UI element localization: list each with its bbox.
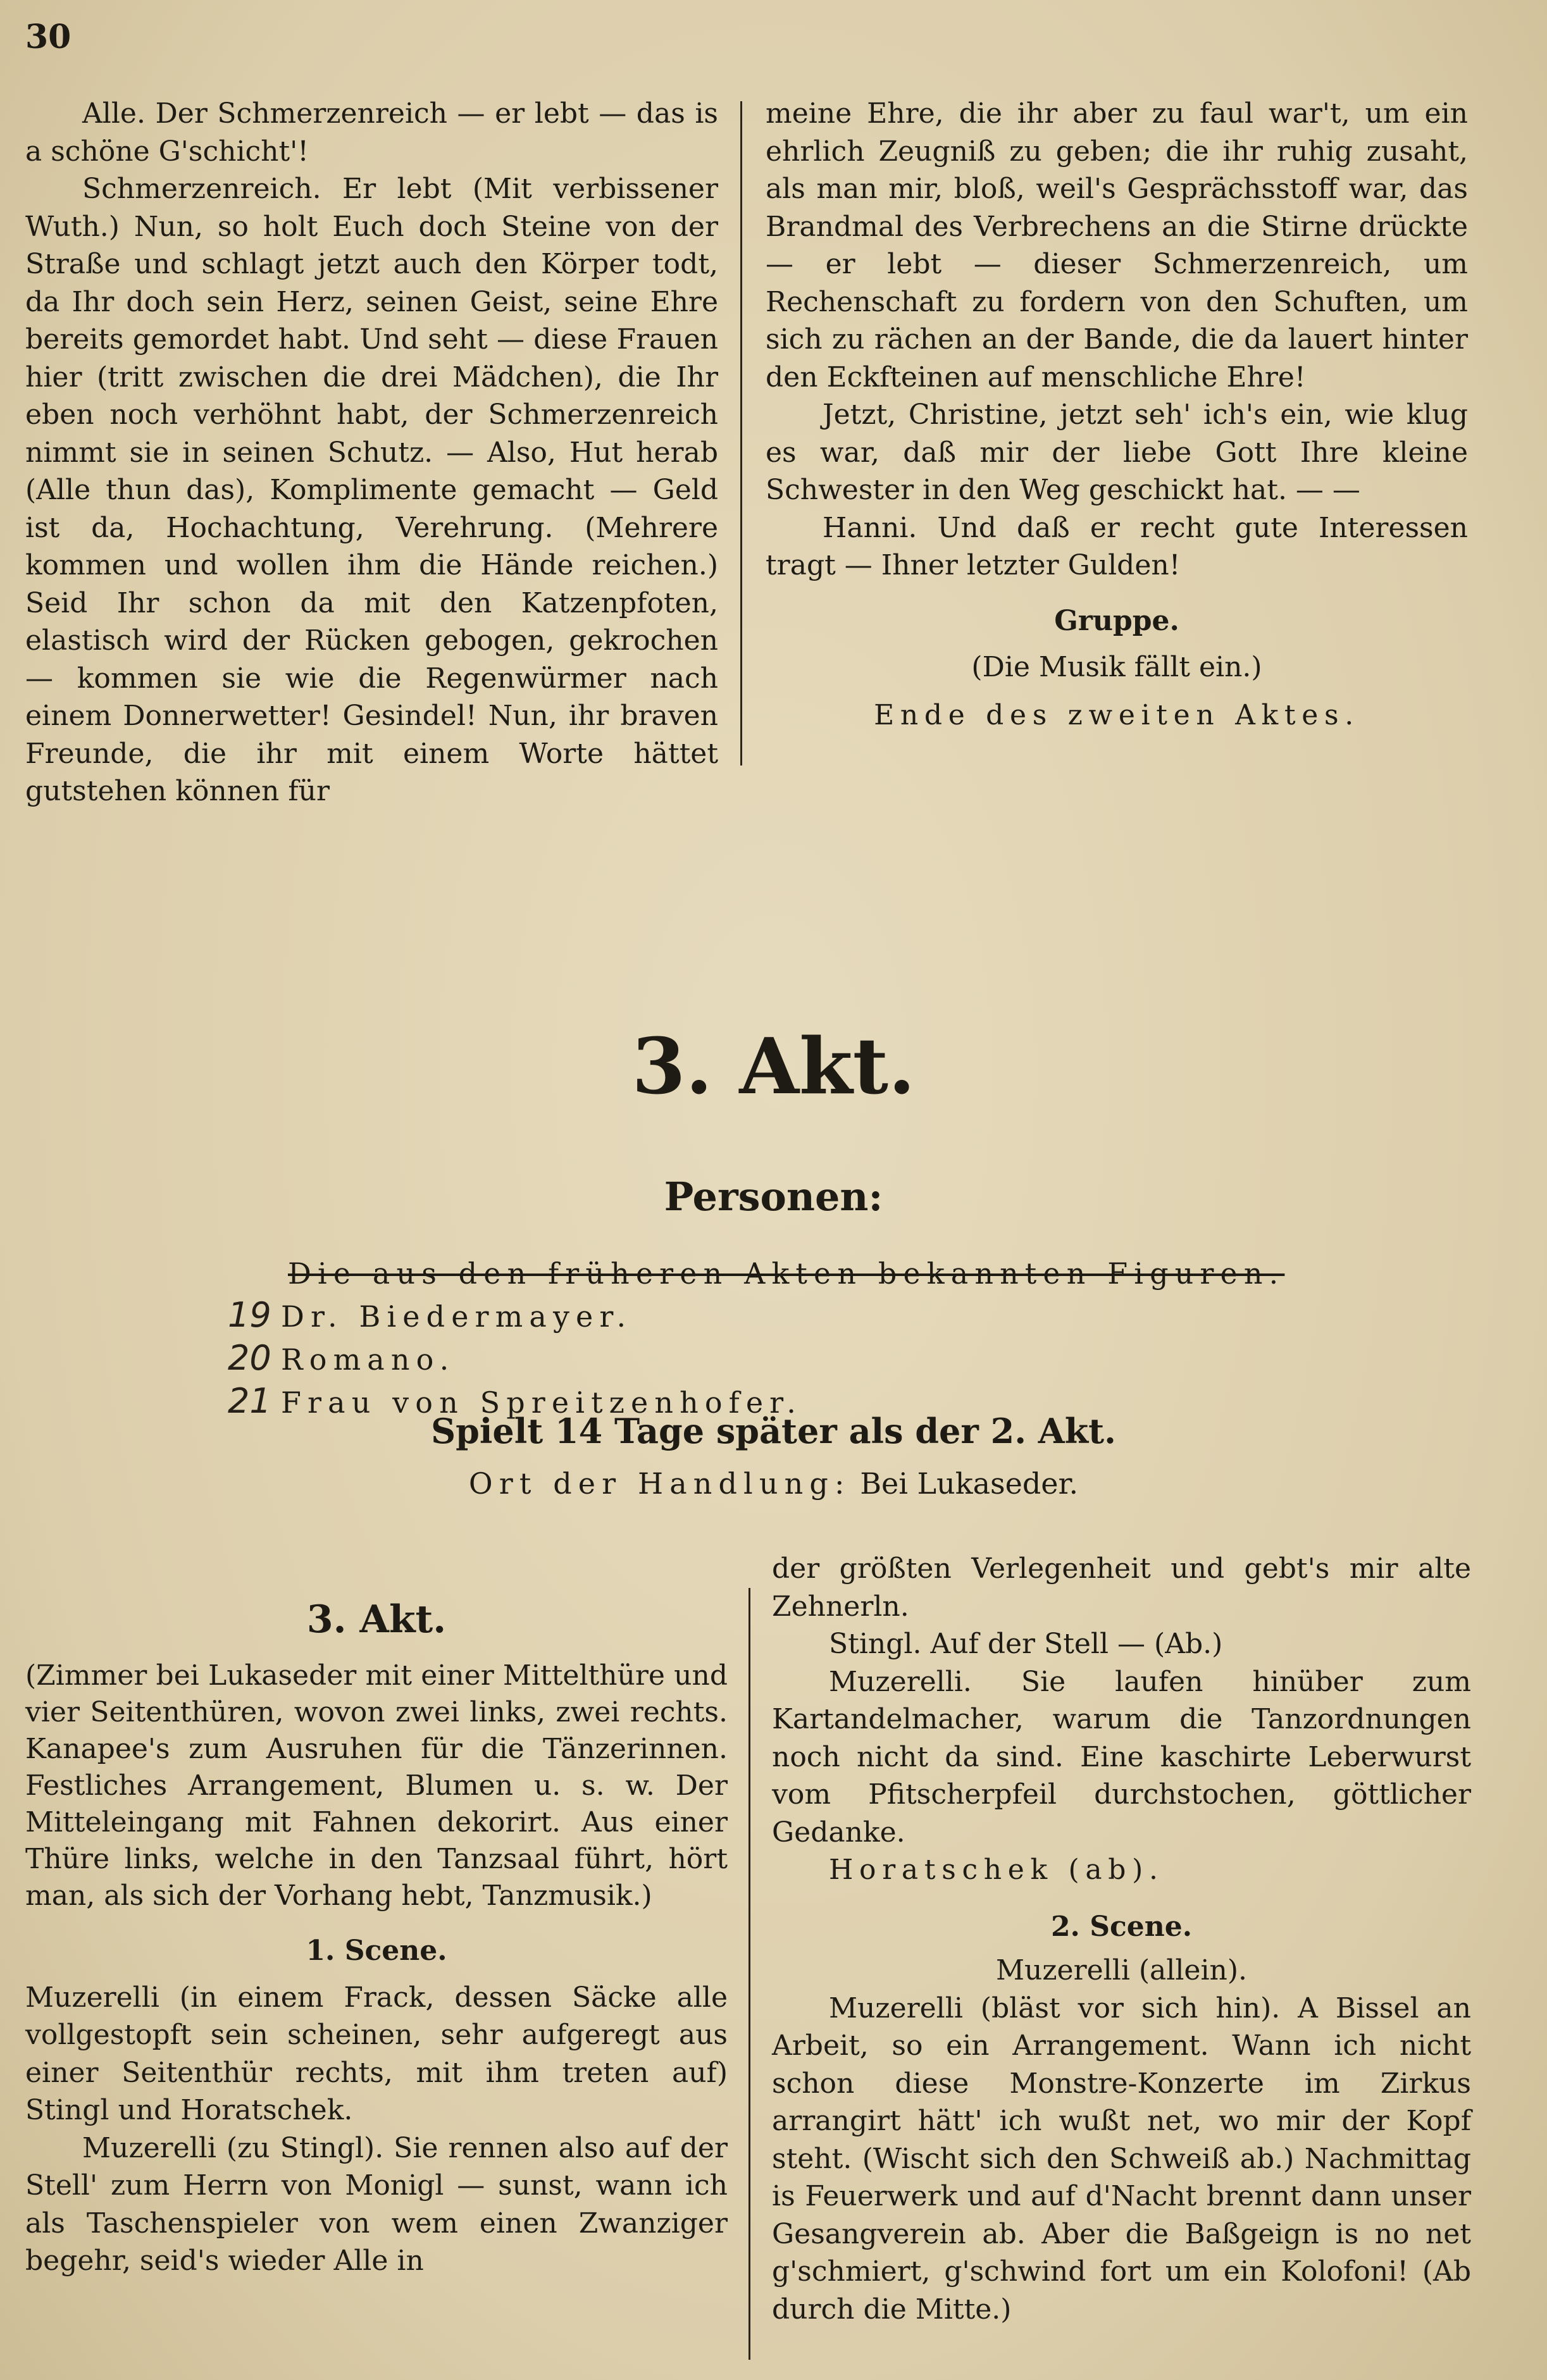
setting-value: Bei Lukaseder. (860, 1466, 1079, 1501)
scene-heading: 2. Scene. (1050, 1910, 1193, 1943)
column-rule (740, 101, 742, 765)
paragraph: meine Ehre, die ihr aber zu faul war't, um ein ehrlich Zeugniß zu geben; die ihr ruhig zusaht, als man mir, bloß, weil's Gesprächsstoff war, das Brandmal des Verbrechens an die Stirne drückte — er lebt — dieser Schmerzenreich, um Rechenschaft zu fordern von den Schuften, um sich zu rächen an der Bande, die da lauert hinter den Eckfteinen auf menschliche Ehre! (766, 97, 1468, 394)
paragraph: Stingl. Auf der Stell — (Ab.) (829, 1628, 1223, 1660)
cast-name: Romano. (281, 1342, 456, 1377)
act-title: 3. Akt. (631, 1020, 916, 1112)
paragraph: Muzerelli (zu Stingl). Sie rennen also auf der Stell' zum Herrn von Monigl — sunst, wann ich als Taschenspieler von wem einen Zwanziger begehr, seid's wieder Alle in (25, 2131, 728, 2277)
paragraph: Alle. Der Schmerzenreich — er lebt — das is a schöne G'schicht'! (25, 97, 718, 168)
bottom-right-column (772, 1550, 1471, 2328)
paragraph: Muzerelli. Sie laufen hinüber zum Kartandelmacher, warum die Tanzordnungen noch nicht da sind. Eine kaschirte Leberwurst vom Pfitscherpfeil durchstochen, göttlicher Gedanke. (772, 1665, 1471, 1849)
act-subheading: 3. Akt. (306, 1597, 447, 1642)
setting-line (0, 1466, 1547, 1501)
cast-member (228, 1294, 1284, 1337)
paragraph: Hanni. Und daß er recht gute Interessen tragt — Ihner letzter Gulden! (766, 511, 1468, 581)
time-note: Spielt 14 Tage später als der 2. Akt. (431, 1411, 1116, 1451)
paragraph: Muzerelli (in einem Frack, dessen Säcke alle vollgestopft sein scheinen, sehr aufgeregt aus einer Seitenthür rechts, mit ihm treten auf) Stingl und Horatschek. (25, 1981, 728, 2126)
personen-heading: Personen: (664, 1174, 883, 1220)
cast-list (228, 1253, 1285, 1423)
end-of-act: Ende des zweiten Aktes. (874, 698, 1360, 731)
cast-name: Dr. Biedermayer. (281, 1299, 633, 1334)
stage-direction: (Zimmer bei Lukaseder mit einer Mittelthüre und vier Seitenthüren, wovon zwei links, zwei rechts. Kanapee's zum Ausruhen für die Tänzerinnen. Festliches Arrangement, Blumen u. s. w. Der Mitteleingang mit Fahnen dekorirt. Aus einer Thüre links, welche in den Tanzsaal führt, hört man, als sich der Vorhang hebt, Tanzmusik.) (25, 1659, 728, 1912)
paragraph: Muzerelli (bläst vor sich hin). A Bissel an Arbeit, so ein Arrangement. Wann ich nicht schon diese Monstre-Konzerte im Zirkus arrangirt hätt' ich wußt net, wo mir der Kopf steht. (Wischt sich den Schweiß ab.) Nachmittag is Feuerwerk und auf d'Nacht brennt dann unser Gesangverein ab. Aber die Baßgeign is no net g'schmiert, g'schwind fort um ein Kolofoni! (Ab durch die Mitte.) (772, 1992, 1471, 2326)
paragraph: Jetzt, Christine, jetzt seh' ich's ein, wie klug es war, daß mir der liebe Gott Ihre kleine Schwester in den Weg geschickt hat. — — (766, 399, 1468, 506)
stage-direction: (Die Musik fällt ein.) (971, 651, 1262, 683)
handwritten-number: 20 (228, 1338, 271, 1378)
scene-cast: Muzerelli (allein). (995, 1954, 1248, 1986)
handwritten-number: 21 (228, 1381, 271, 1421)
group-heading: Gruppe. (1054, 604, 1179, 637)
paragraph: Schmerzenreich. Er lebt (Mit verbissener Wuth.) Nun, so holt Euch doch Steine von der Straße und schlagt jetzt auch den Körper todt, da Ihr doch sein Herz, seinen Geist, seine Ehre bereits gemordet habt. Und seht — diese Frauen hier (tritt zwischen die drei Mädchen), die Ihr eben noch verhöhnt habt, der Schmerzenreich nimmt sie in seinen Schutz. — Also, Hut herab (Alle thun das), Komplimente gemacht — Geld ist da, Hochachtung, Verehrung. (Mehrere kommen und wollen ihm die Hände reichen.) Seid Ihr schon da mit den Katzenpfoten, elastisch wird der Rücken gebogen, gekrochen — kommen sie wie die Regenwürmer nach einem Donnerwetter! Gesindel! Nun, ihr braven Freunde, die ihr mit einem Worte hättet gutstehen können für (25, 173, 718, 807)
cast-member (228, 1337, 1284, 1380)
paragraph: Horatschek (ab). (829, 1854, 1164, 1886)
cast-name: Frau von Spreitzenhofer. (281, 1385, 802, 1420)
paragraph: der größten Verlegenheit und gebt's mir alte Zehnerln. (772, 1553, 1471, 1623)
page-number: 30 (25, 18, 71, 56)
bottom-left-column (25, 1594, 728, 2280)
column-rule (749, 1588, 750, 2360)
setting-label: Ort der Handlung: (468, 1466, 851, 1501)
cast-previous-figures (288, 1253, 1284, 1294)
scene-heading: 1. Scene. (306, 1935, 447, 1967)
top-right-column (766, 95, 1468, 734)
handwritten-number: 19 (228, 1295, 271, 1335)
top-left-column (25, 95, 718, 810)
struck-line: Die aus den früheren Akten bekannten Figuren. (288, 1256, 1285, 1291)
